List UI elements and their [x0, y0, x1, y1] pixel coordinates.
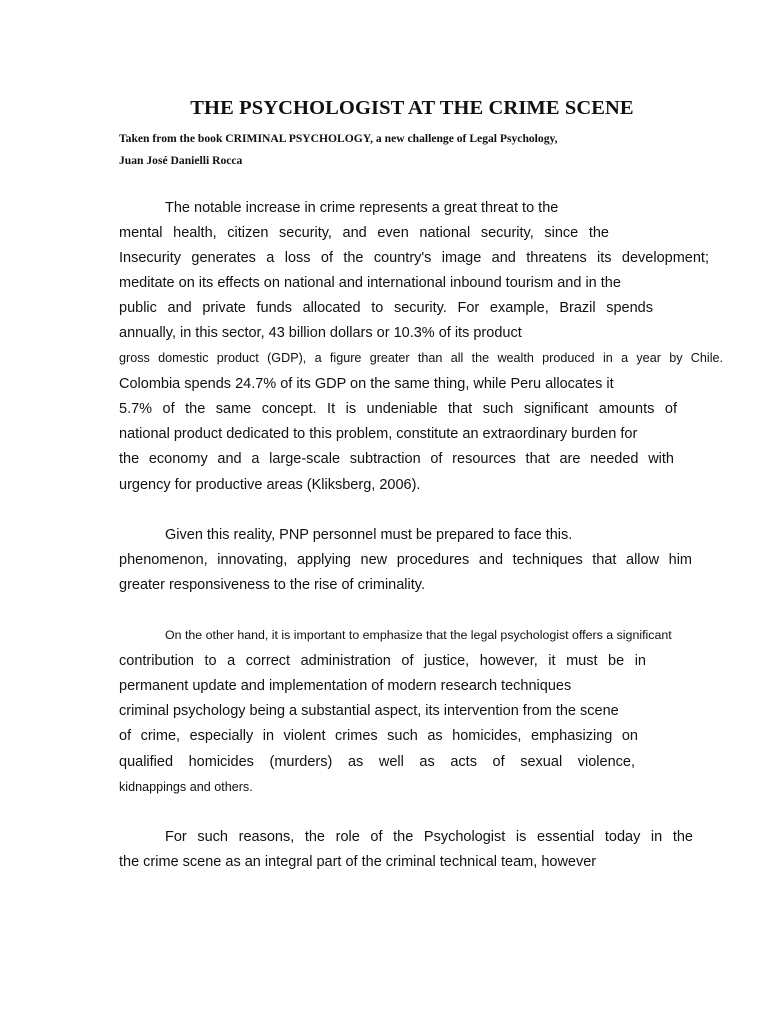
paragraph-2-line-3: greater responsiveness to the rise of criminality.: [119, 577, 425, 593]
paragraph-2-line-2: phenomenon, innovating, applying new procedures and techniques that allow him: [119, 552, 692, 568]
paragraph-4-line-1: For such reasons, the role of the Psychologist is essential today in the: [165, 829, 693, 845]
document-title: THE PSYCHOLOGIST AT THE CRIME SCENE: [190, 97, 634, 119]
source-citation-line-2: Juan José Danielli Rocca: [119, 154, 243, 167]
paragraph-1-line-10: national product dedicated to this problem, constitute an extraordinary burden for: [119, 426, 638, 442]
paragraph-1-line-9: 5.7% of the same concept. It is undeniable that such significant amounts of: [119, 401, 677, 417]
paragraph-1-line-1: The notable increase in crime represents a great threat to the: [165, 200, 559, 216]
paragraph-3-line-3: permanent update and implementation of modern research techniques: [119, 678, 572, 694]
paragraph-1-line-6: annually, in this sector, 43 billion dollars or 10.3% of its product: [119, 325, 522, 341]
paragraph-1-line-12: urgency for productive areas (Kliksberg, 2006).: [119, 477, 421, 493]
paragraph-1-line-5: public and private funds allocated to security. For example, Brazil spends: [119, 300, 653, 316]
paragraph-3-line-6: qualified homicides (murders) as well as acts of sexual violence,: [119, 754, 635, 770]
paragraph-1-line-11: the economy and a large-scale subtraction of resources that are needed with: [119, 451, 674, 467]
paragraph-1-line-2: mental health, citizen security, and even national security, since the: [119, 225, 609, 241]
paragraph-3-line-5: of crime, especially in violent crimes such as homicides, emphasizing on: [119, 728, 638, 744]
paragraph-1-line-3: Insecurity generates a loss of the country's image and threatens its development;: [119, 250, 709, 266]
paragraph-3-line-1: On the other hand, it is important to emphasize that the legal psychologist offers a significant: [165, 628, 672, 642]
paragraph-1-line-7: gross domestic product (GDP), a figure greater than all the wealth produced in a year by Chile.: [119, 351, 723, 365]
paragraph-1-line-8: Colombia spends 24.7% of its GDP on the same thing, while Peru allocates it: [119, 376, 614, 392]
paragraph-1-line-4: meditate on its effects on national and international inbound tourism and in the: [119, 275, 621, 291]
paragraph-4-line-2: the crime scene as an integral part of the criminal technical team, however: [119, 854, 597, 870]
paragraph-3-line-4: criminal psychology being a substantial aspect, its intervention from the scene: [119, 703, 619, 719]
paragraph-3-line-7: kidnappings and others.: [119, 780, 253, 794]
source-citation-line-1: Taken from the book CRIMINAL PSYCHOLOGY, a new challenge of Legal Psychology,: [119, 132, 558, 145]
paragraph-3-line-2: contribution to a correct administration of justice, however, it must be in: [119, 653, 646, 669]
paragraph-2-line-1: Given this reality, PNP personnel must be prepared to face this.: [165, 527, 573, 543]
